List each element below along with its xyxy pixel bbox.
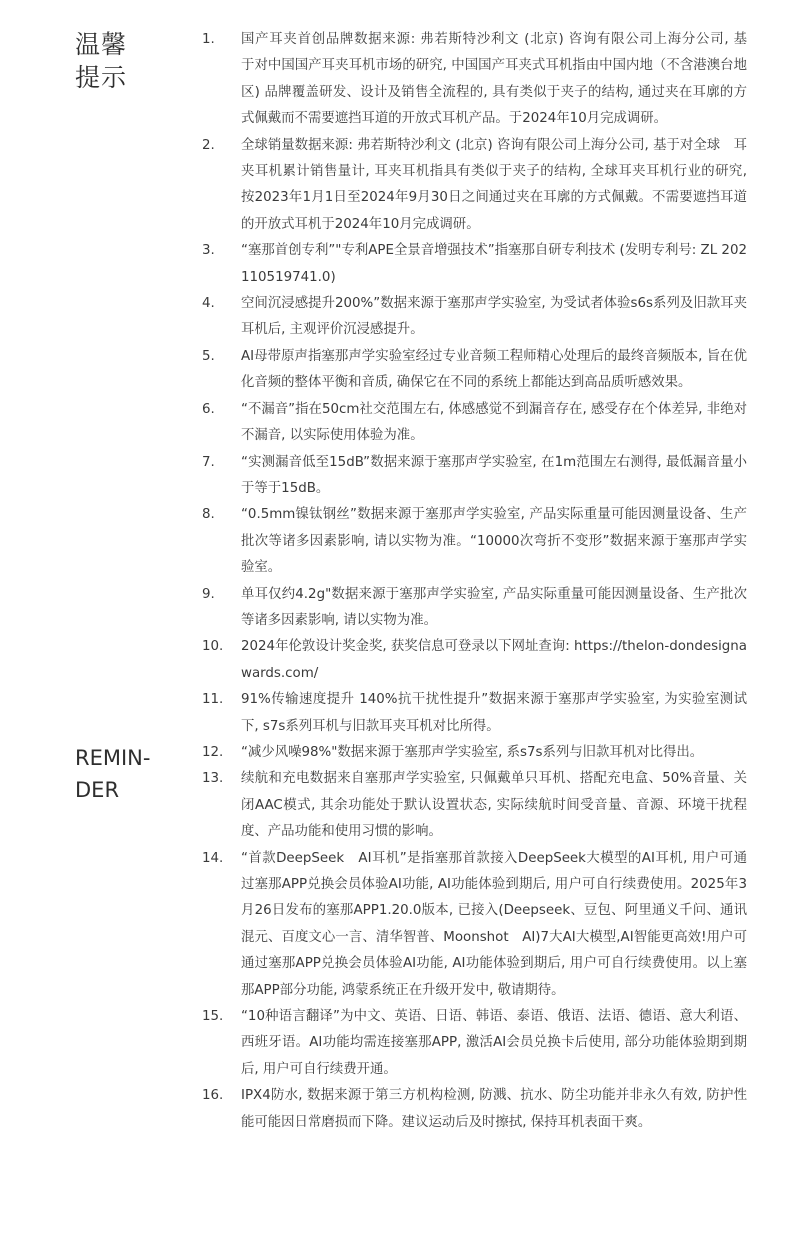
- note-number: 11.: [202, 692, 224, 708]
- notes-list: [202, 27, 765, 1136]
- note-text: 91%传输速度提升 140%抗干扰性提升”数据来源于塞那声学实验室, 为实验室测试下, s7s系列耳机与旧款耳夹耳机对比所得。: [241, 692, 747, 734]
- note-text: 单耳仅约4.2g"数据来源于塞那声学实验室, 产品实际重量可能因测量设备、生产批次等诸多因素影响, 请以实物为准。: [241, 586, 747, 628]
- note-number: 9.: [202, 586, 215, 602]
- note-item-15: [202, 1004, 747, 1083]
- note-number: 6.: [202, 401, 215, 417]
- heading-en-line1: REMIN-: [75, 746, 151, 770]
- note-number: 4.: [202, 296, 215, 312]
- heading-cn-line2: 提示: [75, 63, 128, 92]
- note-item-16: [202, 1083, 747, 1136]
- note-item-7: [202, 450, 747, 503]
- note-item-11: [202, 687, 747, 740]
- note-number: 13.: [202, 771, 224, 787]
- note-text: IPX4防水, 数据来源于第三方机构检测, 防溅、抗水、防尘功能并非永久有效, 防护性能可能因日常磨损而下降。建议运动后及时擦拭, 保持耳机表面干爽。: [241, 1088, 747, 1130]
- note-text: “10种语言翻译”为中文、英语、日语、韩语、泰语、俄语、法语、德语、意大利语、西班牙语。AI功能均需连接塞那APP, 激活AI会员兑换卡后使用, 部分功能体验期到期后, 用户可自行续费开通。: [241, 1009, 747, 1077]
- note-number: 10.: [202, 639, 224, 655]
- note-number: 7.: [202, 454, 215, 470]
- note-number: 12.: [202, 744, 224, 760]
- note-item-4: [202, 291, 747, 344]
- note-number: 1.: [202, 32, 215, 47]
- note-item-10: [202, 634, 747, 687]
- heading-cn-line1: 温馨: [75, 30, 128, 59]
- note-item-2: [202, 133, 747, 239]
- heading-chinese: [75, 28, 135, 94]
- note-text: “0.5mm镍钛钢丝”数据来源于塞那声学实验室, 产品实际重量可能因测量设备、生产批次等诸多因素影响, 请以实物为准。“10000次弯折不变形”数据来源于塞那声学实验室。: [241, 507, 747, 576]
- note-number: 8.: [202, 507, 215, 523]
- note-text: “实测漏音低至15dB”数据来源于塞那声学实验室, 在1m范围左右测得, 最低漏音量小于等于15dB。: [241, 454, 747, 496]
- note-item-9: [202, 582, 747, 635]
- note-item-12: [202, 740, 747, 766]
- note-text: “首款DeepSeek AI耳机”是指塞那首款接入DeepSeek大模型的AI耳机, 用户可通过塞那APP兑换会员体验AI功能, AI功能体验到期后, 用户可自行续费使用。2025年3月26日发布的塞那APP1.20.0版本, 已接入(Deepseek、豆包、阿里通义千问、通讯混元、百度文心一言、清华智普、Moonshot AI)7大AI大模型,AI智能更高效!用户可通过塞那APP兑换会员体验AI功能, AI功能体验到期后, 用户可自行续费使用。以上塞那APP部分功能, 鸿蒙系统正在升级开发中, 敬请期待。: [241, 850, 747, 998]
- note-text: “塞那首创专利”"专利APE全景音增强技术”指塞那自研专利技术 (发明专利号: ZL 202110519741.0): [241, 243, 747, 285]
- heading-english: [75, 742, 175, 806]
- note-item-8: [202, 502, 747, 581]
- note-number: 3.: [202, 243, 215, 259]
- note-item-3: [202, 238, 747, 291]
- note-number: 2.: [202, 137, 215, 153]
- note-item-5: [202, 344, 747, 397]
- note-text: “减少风噪98%"数据来源于塞那声学实验室, 系s7s系列与旧款耳机对比得出。: [241, 744, 704, 760]
- note-number: 5.: [202, 348, 215, 364]
- heading-en-line2: DER: [75, 778, 120, 802]
- note-item-1: [202, 27, 765, 133]
- note-item-14: [202, 846, 747, 1004]
- note-number: 15.: [202, 1009, 224, 1025]
- note-text: 2024年伦敦设计奖金奖, 获奖信息可登录以下网址查询: https://thelon-dondesignawards.com/: [241, 639, 747, 681]
- note-text: 空间沉浸感提升200%”数据来源于塞那声学实验室, 为受试者体验s6s系列及旧款耳夹耳机后, 主观评价沉浸感提升。: [241, 296, 747, 338]
- note-item-13: [202, 766, 747, 845]
- note-item-6: [202, 397, 747, 450]
- note-text: AI母带原声指塞那声学实验室经过专业音频工程师精心处理后的最终音频版本, 旨在优化音频的整体平衡和音质, 确保它在不同的系统上都能达到高品质听感效果。: [241, 348, 747, 391]
- note-text: 国产耳夹首创品牌数据来源: 弗若斯特沙利文 (北京) 咨询有限公司上海分公司, 基 于对中国国产耳夹耳机市场的研究, 中国国产耳夹式耳机指由中国内地（不含港澳台地区) 品牌覆盖研发、设计及销售全流程的, 具有类似于夹子的结构, 通过夹在耳廓的方式佩戴而不需要遮挡耳道的开放式耳机产品。于2024年10月完成调研。: [241, 32, 765, 127]
- note-text: “不漏音”指在50cm社交范围左右, 体感感觉不到漏音存在, 感受存在个体差异, 非绝对不漏音, 以实际使用体验为准。: [241, 401, 747, 444]
- note-number: 14.: [202, 850, 224, 866]
- note-number: 16.: [202, 1088, 224, 1104]
- note-text: 全球销量数据来源: 弗若斯特沙利文 (北京) 咨询有限公司上海分公司, 基于对全球 耳夹耳机累计销售量计, 耳夹耳机指具有类似于夹子的结构, 全球耳夹耳机行业的研究, 按2023年1月1日至2024年9月30日之间通过夹在耳廓的方式佩戴。不需要遮挡耳道的开放式耳机于2024年10月完成调研。: [241, 137, 747, 232]
- note-text: 续航和充电数据来自塞那声学实验室, 只佩戴单只耳机、搭配充电盒、50%音量、关闭AAC模式, 其余功能处于默认设置状态, 实际续航时间受音量、音源、环境干扰程度、产品功能和使用习惯的影响。: [241, 771, 747, 840]
